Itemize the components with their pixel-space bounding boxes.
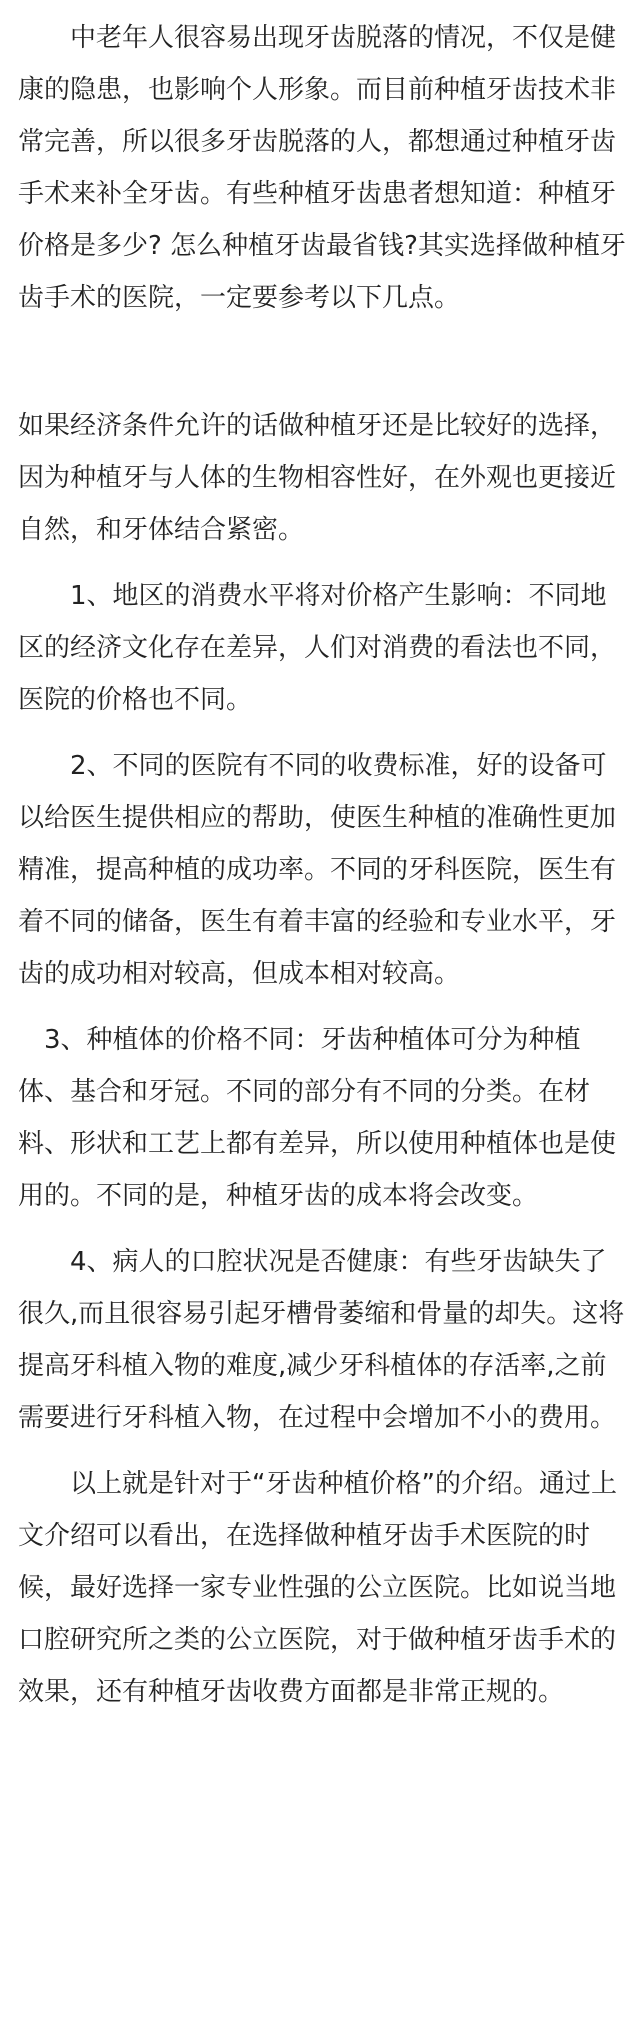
paragraph-point-4: 4、病人的口腔状况是否健康：有些牙齿缺失了很久,而且很容易引起牙槽骨萎缩和骨量的却失。这将提高牙科植入物的难度,减少牙科植体的存活率,之前需要进行牙科植入物，在过程中会增加不小的费用。	[18, 1247, 625, 1433]
paragraph-conclusion: 以上就是针对于“牙齿种植价格”的介绍。通过上文介绍可以看出，在选择做种植牙齿手术医院的时候，最好选择一家专业性强的公立医院。比如说当地口腔研究所之类的公立医院，对于做种植牙齿手术的效果，还有种植牙齿收费方面都是非常正规的。	[18, 1469, 617, 1707]
paragraph-point-1: 1、地区的消费水平将对价格产生影响：不同地区的经济文化存在差异，人们对消费的看法也不同，医院的价格也不同。	[18, 581, 617, 715]
paragraph-spacer	[18, 324, 630, 400]
paragraph-point-3: 3、种植体的价格不同：牙齿种植体可分为种植体、基合和牙冠。不同的部分有不同的分类。在材料、形状和工艺上都有差异，所以使用种植体也是使用的。不同的是，种植牙齿的成本将会改变。	[18, 1025, 617, 1211]
paragraph-implant-choice: 如果经济条件允许的话做种植牙还是比较好的选择，因为种植牙与人体的生物相容性好，在外观也更接近自然，和牙体结合紧密。	[18, 411, 617, 545]
paragraph-intro: 中老年人很容易出现牙齿脱落的情况，不仅是健康的隐患，也影响个人形象。而目前种植牙齿技术非常完善，所以很多牙齿脱落的人，都想通过种植牙齿手术来补全牙齿。有些种植牙齿患者想知道：种植牙价格是多少? 怎么种植牙齿最省钱?其实选择做种植牙齿手术的医院，一定要参考以下几点。	[18, 23, 626, 313]
paragraph-point-2: 2、不同的医院有不同的收费标准，好的设备可以给医生提供相应的帮助，使医生种植的准确性更加精准，提高种植的成功率。不同的牙科医院，医生有着不同的储备，医生有着丰富的经验和专业水平，牙齿的成功相对较高，但成本相对较高。	[18, 751, 617, 989]
